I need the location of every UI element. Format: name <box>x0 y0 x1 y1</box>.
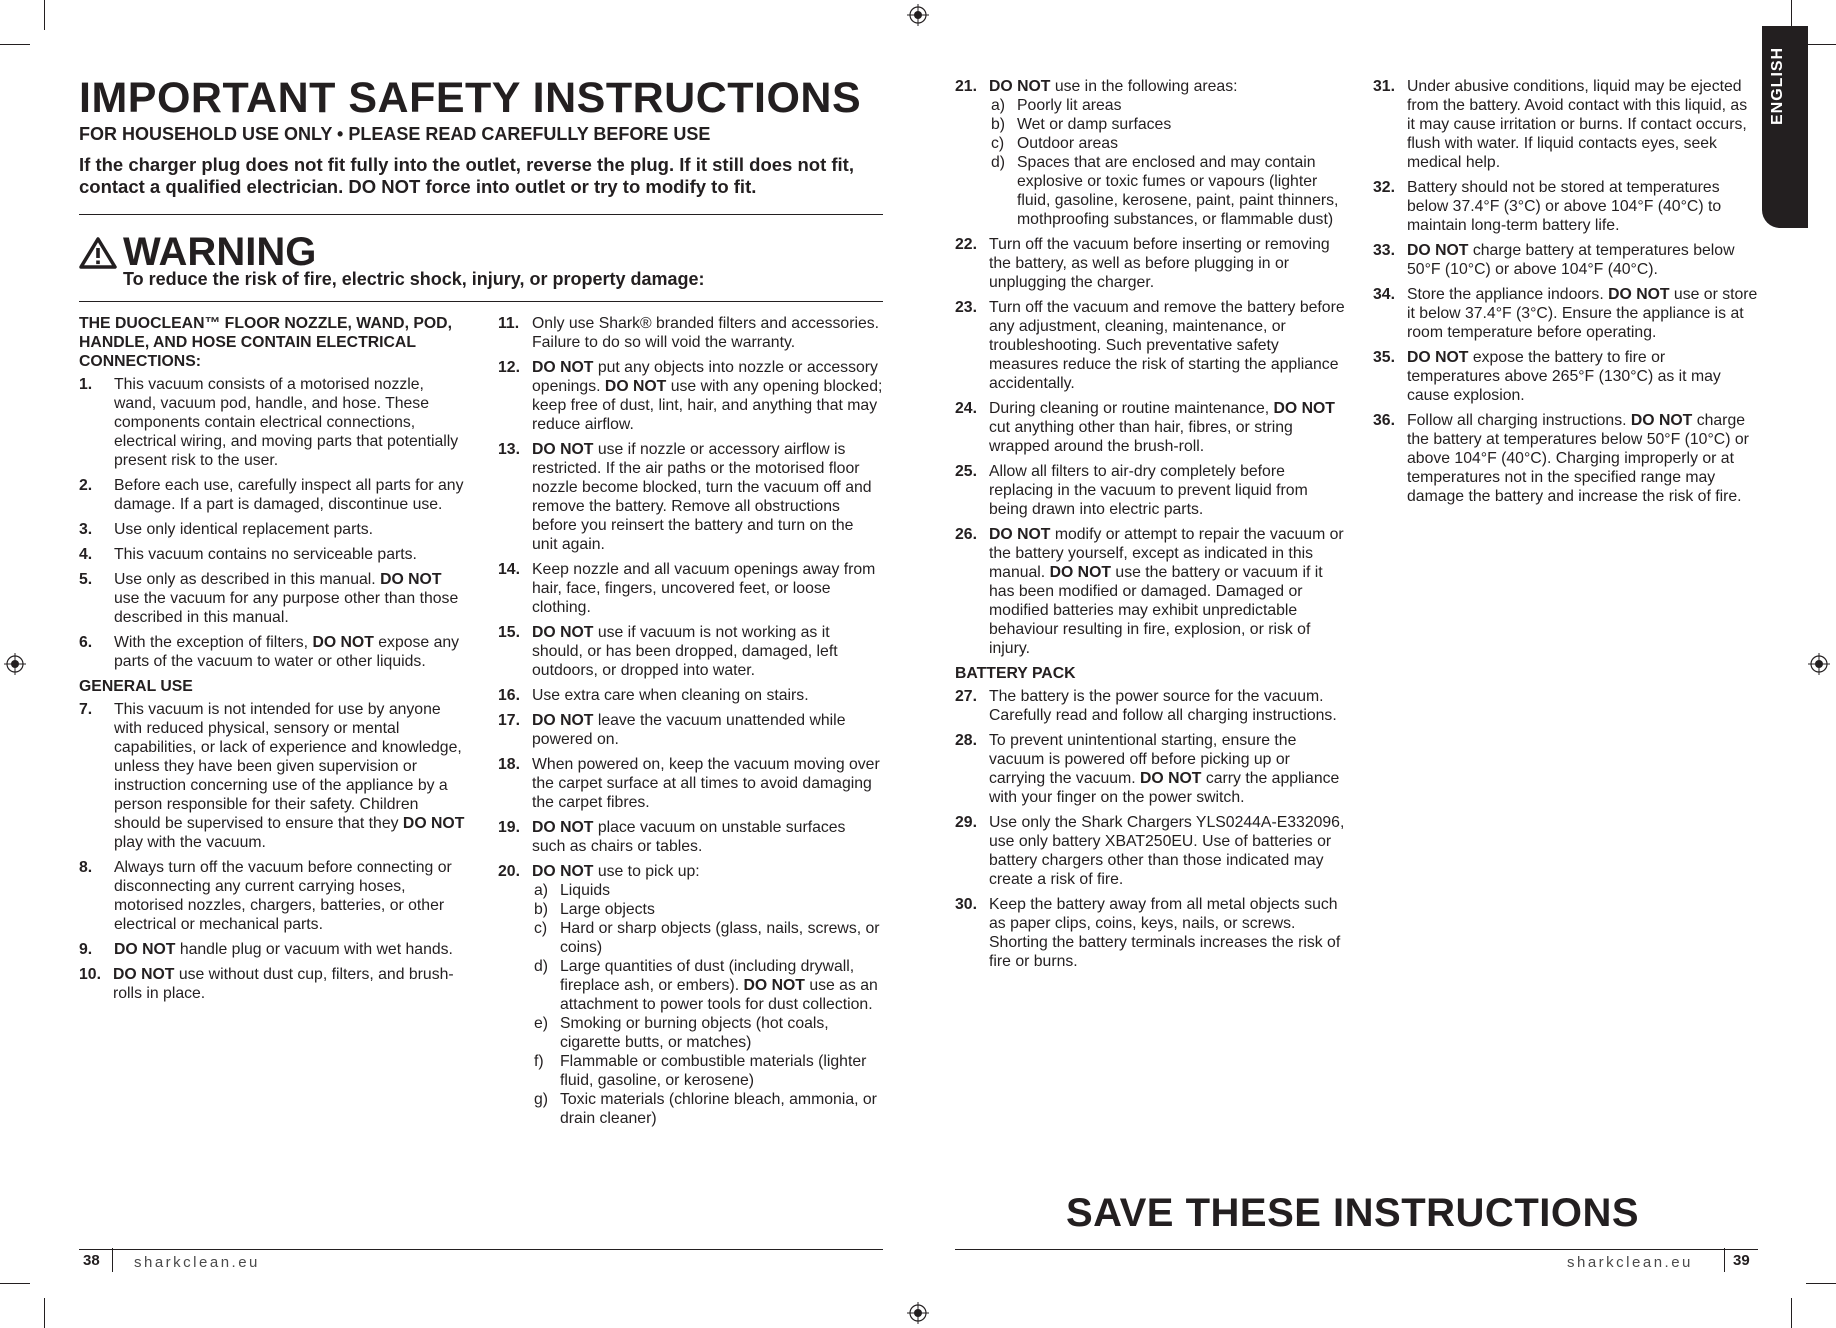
item-number: 8. <box>79 859 93 876</box>
registration-mark-icon <box>907 1302 929 1324</box>
item-body: Keep the battery away from all metal objects such as paper clips, coins, keys, nails, or screws. Shorting the battery terminals increases the risk of fire or burns. <box>989 896 1341 970</box>
instruction-item <box>1373 178 1758 235</box>
warning-title: WARNING <box>123 230 317 274</box>
item-number: 36. <box>1373 412 1395 429</box>
item-number: 35. <box>1373 349 1395 366</box>
item-body: Follow all charging instructions. DO NOT charge the battery at temperatures below 50°F (10°C) or above 104°F (40°C). Charging improperly or at temperatures not in the specified range may damage the battery and increase the risk of fire. <box>1407 412 1749 505</box>
item-body: With the exception of filters, DO NOT expose any parts of the vacuum to water or other liquids. <box>114 634 460 670</box>
item-number: 9. <box>79 941 93 958</box>
item-number: 1. <box>79 376 93 393</box>
item-body: The battery is the power source for the vacuum. Carefully read and follow all charging instructions. <box>989 688 1337 724</box>
item-body: DO NOT use in the following areas: <box>989 78 1238 95</box>
sub-item-letter: c) <box>991 135 1005 152</box>
item-body: DO NOT use to pick up: <box>532 863 700 880</box>
sub-item-letter: b) <box>991 116 1006 133</box>
warning-triangle-icon <box>79 237 117 269</box>
item-body: Turn off the vacuum before inserting or removing the battery, as well as before plugging in or unplugging the charger. <box>989 236 1330 291</box>
instruction-item <box>498 358 883 434</box>
item-number: 10. <box>79 966 101 983</box>
item-body: Before each use, carefully inspect all parts for any damage. If a part is damaged, discontinue use. <box>114 477 464 513</box>
item-text <box>1407 348 1758 405</box>
crop-mark <box>0 44 30 45</box>
column-1 <box>79 314 469 1009</box>
instruction-item <box>498 711 883 749</box>
item-text <box>114 940 469 959</box>
section-heading: GENERAL USE <box>79 678 193 695</box>
instruction-item <box>498 623 883 680</box>
item-number: 15. <box>498 624 520 641</box>
item-body: Always turn off the vacuum before connecting or disconnecting any current carrying hoses, motorised nozzles, chargers, batteries, or other electrical or mechanical parts. <box>114 859 452 933</box>
item-text <box>989 235 1345 292</box>
item-text <box>532 711 883 749</box>
crop-mark <box>44 1298 45 1328</box>
column-2 <box>498 314 883 1134</box>
item-text <box>989 298 1345 393</box>
item-text <box>1407 411 1758 506</box>
instruction-item <box>79 700 469 852</box>
column-3 <box>955 77 1345 977</box>
item-number: 11. <box>498 315 520 332</box>
instruction-item <box>955 462 1345 519</box>
item-body: Keep nozzle and all vacuum openings away from hair, face, fingers, uncovered feet, or loose clothing. <box>532 561 876 616</box>
item-body: Only use Shark® branded filters and accessories. Failure to do so will void the warranty. <box>532 315 880 351</box>
sub-item-letter: a) <box>534 882 549 899</box>
item-body: This vacuum contains no serviceable parts. <box>114 546 417 563</box>
item-text <box>114 633 469 671</box>
item-number: 16. <box>498 687 520 704</box>
item-number: 27. <box>955 688 977 705</box>
sub-item <box>989 153 1345 229</box>
item-text <box>532 440 883 554</box>
sub-item-letter: d) <box>534 958 549 975</box>
sub-item-letter: a) <box>991 97 1006 114</box>
sub-item-letter: f) <box>534 1053 544 1070</box>
item-body: DO NOT handle plug or vacuum with wet hands. <box>114 941 453 958</box>
item-text <box>1407 77 1758 172</box>
item-text <box>989 462 1345 519</box>
item-text <box>1407 178 1758 235</box>
instruction-item <box>79 375 469 470</box>
instruction-item <box>1373 411 1758 506</box>
sub-item <box>989 96 1345 115</box>
item-number: 3. <box>79 521 93 538</box>
section-heading: BATTERY PACK <box>955 665 1076 682</box>
item-number: 7. <box>79 701 93 718</box>
sub-item <box>532 1090 883 1128</box>
item-number: 21. <box>955 78 977 95</box>
language-tab-label: ENGLISH <box>1769 46 1786 125</box>
item-text <box>1407 241 1758 279</box>
item-text <box>114 570 469 627</box>
sub-item-letter: d) <box>991 154 1006 171</box>
registration-mark-icon <box>1808 653 1830 675</box>
item-body: DO NOT leave the vacuum unattended while powered on. <box>532 712 846 748</box>
sub-item-letter: b) <box>534 901 549 918</box>
sub-item-text: Spaces that are enclosed and may contain explosive or toxic fumes or vapours (lighter fluid, gasoline, kerosene, paint, paint thinners, mothproofing substances, or flammable dust) <box>1017 154 1339 228</box>
item-body: DO NOT modify or attempt to repair the vacuum or the battery yourself, except as indicated in this manual. DO NOT use the battery or vacuum if it has been modified or damaged. Damaged or modified batteries may exhibit unpredictable behaviour resulting in fire, explosion, or risk of injury. <box>989 526 1344 657</box>
item-number: 34. <box>1373 286 1395 303</box>
item-number: 14. <box>498 561 520 578</box>
sub-item-text: Smoking or burning objects (hot coals, cigarette butts, or matches) <box>560 1015 829 1051</box>
sub-item-text: Wet or damp surfaces <box>1017 116 1172 133</box>
site-url-left: sharkclean.eu <box>134 1254 260 1271</box>
item-text <box>989 731 1345 807</box>
item-body: DO NOT put any objects into nozzle or accessory openings. DO NOT use with any opening blocked; keep free of dust, lint, hair, and anything that may reduce airflow. <box>532 359 883 433</box>
item-text <box>989 895 1345 971</box>
item-number: 33. <box>1373 242 1395 259</box>
section-heading: THE DUOCLEAN™ FLOOR NOZZLE, WAND, POD, HANDLE, AND HOSE CONTAIN ELECTRICAL CONNECTIONS: <box>79 315 452 370</box>
instruction-item <box>1373 77 1758 172</box>
crop-mark <box>44 0 45 30</box>
sub-item <box>989 115 1345 134</box>
item-body: Use only identical replacement parts. <box>114 521 374 538</box>
item-body: Under abusive conditions, liquid may be ejected from the battery. Avoid contact with this liquid, as it may cause irritation or burns. If contact occurs, flush with water. If liquid contacts eyes, seek medical help. <box>1407 78 1748 171</box>
item-text <box>114 700 469 852</box>
item-text <box>114 476 469 514</box>
item-text <box>989 399 1345 456</box>
item-number: 4. <box>79 546 93 563</box>
item-body: DO NOT use if vacuum is not working as it should, or has been dropped, damaged, left outdoors, or dropped into water. <box>532 624 838 679</box>
sub-item <box>532 1014 883 1052</box>
item-text <box>532 686 883 705</box>
crop-mark <box>1806 1283 1836 1284</box>
sub-item-text: Hard or sharp objects (glass, nails, screws, or coins) <box>560 920 880 956</box>
household-use-subtitle: FOR HOUSEHOLD USE ONLY • PLEASE READ CAREFULLY BEFORE USE <box>79 124 711 144</box>
item-text <box>989 77 1345 229</box>
sub-item <box>989 134 1345 153</box>
instruction-item <box>79 570 469 627</box>
instruction-item <box>498 560 883 617</box>
registration-mark-icon <box>907 4 929 26</box>
sub-item-text: Poorly lit areas <box>1017 97 1122 114</box>
instruction-item <box>79 858 469 934</box>
item-number: 17. <box>498 712 520 729</box>
crop-mark <box>1791 1298 1792 1328</box>
item-body: To prevent unintentional starting, ensure the vacuum is powered off before picking up or carrying the vacuum. DO NOT carry the appliance with your finger on the power switch. <box>989 732 1340 806</box>
sub-item-text: Large quantities of dust (including drywall, fireplace ash, or embers). DO NOT use as an attachment to power tools for dust collection. <box>560 958 878 1013</box>
instruction-item <box>955 687 1345 725</box>
item-text <box>989 525 1345 658</box>
item-text <box>989 813 1345 889</box>
instruction-item <box>498 755 883 812</box>
item-number: 6. <box>79 634 93 651</box>
item-body: Allow all filters to air-dry completely before replacing in the vacuum to prevent liquid from being drawn into electric parts. <box>989 463 1308 518</box>
sub-item-letter: g) <box>534 1091 549 1108</box>
item-body: During cleaning or routine maintenance, DO NOT cut anything other than hair, fibres, or string wrapped around the brush-roll. <box>989 400 1335 455</box>
item-text <box>532 358 883 434</box>
item-body: This vacuum is not intended for use by anyone with reduced physical, sensory or mental capabilities, or lack of experience and knowledge, unless they have been given supervision or instruction concerning use of the appliance by a person responsible for their safety. Children should be supervised to ensure that they DO NOT play with the vacuum. <box>114 701 465 851</box>
instruction-item <box>1373 285 1758 342</box>
item-text <box>532 314 883 352</box>
item-body: Use extra care when cleaning on stairs. <box>532 687 809 704</box>
instruction-item <box>955 77 1345 229</box>
divider <box>79 214 883 215</box>
item-number: 12. <box>498 359 520 376</box>
item-text <box>114 375 469 470</box>
column-4 <box>1373 77 1758 512</box>
page-title: IMPORTANT SAFETY INSTRUCTIONS <box>79 74 862 122</box>
item-number: 25. <box>955 463 977 480</box>
instruction-item <box>79 965 469 1003</box>
item-text <box>113 965 469 1003</box>
instruction-item <box>79 633 469 671</box>
item-text <box>114 520 469 539</box>
item-number: 22. <box>955 236 977 253</box>
item-body: DO NOT use without dust cup, filters, and brush-rolls in place. <box>113 966 454 1002</box>
registration-mark-icon <box>4 653 26 675</box>
footer-separator <box>112 1248 113 1272</box>
sub-item-text: Large objects <box>560 901 655 918</box>
footer-rule <box>955 1249 1758 1250</box>
item-number: 30. <box>955 896 977 913</box>
item-text <box>1407 285 1758 342</box>
sub-item <box>532 900 883 919</box>
sub-item-text: Liquids <box>560 882 611 899</box>
sub-item-letter: c) <box>534 920 548 937</box>
warning-subtitle: To reduce the risk of fire, electric shock, injury, or property damage: <box>123 269 705 289</box>
item-body: Use only as described in this manual. DO NOT use the vacuum for any purpose other than those described in this manual. <box>114 571 459 626</box>
instruction-item <box>1373 241 1758 279</box>
item-number: 29. <box>955 814 977 831</box>
item-body: DO NOT place vacuum on unstable surfaces such as chairs or tables. <box>532 819 846 855</box>
item-number: 18. <box>498 756 520 773</box>
item-body: When powered on, keep the vacuum moving over the carpet surface at all times to avoid damaging the carpet fibres. <box>532 756 880 811</box>
item-text <box>114 545 469 564</box>
item-number: 13. <box>498 441 520 458</box>
save-instructions-heading: SAVE THESE INSTRUCTIONS <box>1066 1191 1640 1235</box>
crop-mark <box>1806 44 1836 45</box>
item-number: 24. <box>955 400 977 417</box>
instruction-item <box>955 525 1345 658</box>
instruction-item <box>498 818 883 856</box>
item-text <box>989 687 1345 725</box>
footer-separator <box>1724 1248 1725 1272</box>
instruction-item <box>498 862 883 1128</box>
item-text <box>532 623 883 680</box>
sub-item-text: Flammable or combustible materials (lighter fluid, gasoline, or kerosene) <box>560 1053 867 1089</box>
item-body: Battery should not be stored at temperatures below 37.4°F (3°C) or above 104°F (40°C) to maintain long-term battery life. <box>1407 179 1722 234</box>
charger-plug-note: If the charger plug does not fit fully into the outlet, reverse the plug. If it still does not fit, contact a qualified electrician. DO NOT force into outlet or try to modify to fit. <box>79 154 854 197</box>
item-body: This vacuum consists of a motorised nozzle, wand, vacuum pod, handle, and hose. These components contain electrical connections, electrical wiring, and moving parts that potentially present risk to the user. <box>114 376 459 469</box>
sub-item-text: Outdoor areas <box>1017 135 1118 152</box>
item-body: Store the appliance indoors. DO NOT use or store it below 37.4°F (3°C). Ensure the appliance is at room temperature before operating. <box>1407 286 1758 341</box>
divider <box>79 301 883 302</box>
item-text <box>114 858 469 934</box>
instruction-item <box>955 813 1345 889</box>
item-number: 2. <box>79 477 93 494</box>
item-number: 26. <box>955 526 977 543</box>
item-number: 23. <box>955 299 977 316</box>
item-body: Turn off the vacuum and remove the battery before any adjustment, cleaning, maintenance, or troubleshooting. Such preventative safety measures reduce the risk of starting the appliance accidentally. <box>989 299 1345 392</box>
sub-item <box>532 1052 883 1090</box>
instruction-item <box>955 298 1345 393</box>
item-text <box>532 818 883 856</box>
item-body: Use only the Shark Chargers YLS0244A-E332096, use only battery XBAT250EU. Use of batteries or battery chargers other than those indicated may create a risk of fire. <box>989 814 1345 888</box>
sub-item <box>532 919 883 957</box>
instruction-item <box>79 940 469 959</box>
page-number-right: 39 <box>1733 1252 1750 1269</box>
page-number-left: 38 <box>83 1252 100 1269</box>
item-number: 20. <box>498 863 520 880</box>
footer-rule <box>79 1249 883 1250</box>
sub-item <box>532 957 883 1014</box>
item-body: DO NOT charge battery at temperatures below 50°F (10°C) or above 104°F (40°C). <box>1407 242 1735 278</box>
item-number: 19. <box>498 819 520 836</box>
item-number: 28. <box>955 732 977 749</box>
instruction-item <box>498 440 883 554</box>
instruction-item <box>955 399 1345 456</box>
item-body: DO NOT expose the battery to fire or temperatures above 265°F (130°C) as it may cause explosion. <box>1407 349 1721 404</box>
item-number: 31. <box>1373 78 1395 95</box>
instruction-item <box>955 235 1345 292</box>
item-text <box>532 755 883 812</box>
instruction-item <box>498 686 883 705</box>
crop-mark <box>0 1283 30 1284</box>
instruction-item <box>955 731 1345 807</box>
sub-item-letter: e) <box>534 1015 549 1032</box>
item-text <box>532 862 883 1128</box>
sub-item-text: Toxic materials (chlorine bleach, ammonia, or drain cleaner) <box>560 1091 877 1127</box>
sub-item <box>532 881 883 900</box>
item-number: 5. <box>79 571 93 588</box>
site-url-right: sharkclean.eu <box>1567 1254 1693 1271</box>
item-text <box>532 560 883 617</box>
instruction-item <box>79 545 469 564</box>
instruction-item <box>955 895 1345 971</box>
item-body: DO NOT use if nozzle or accessory airflow is restricted. If the air paths or the motorised floor nozzle become blocked, turn the vacuum off and remove the battery. Remove all obstructions before you reinsert the battery and turn on the unit again. <box>532 441 872 553</box>
instruction-item <box>79 476 469 514</box>
instruction-item <box>1373 348 1758 405</box>
instruction-item <box>79 520 469 539</box>
item-number: 32. <box>1373 179 1395 196</box>
instruction-item <box>498 314 883 352</box>
